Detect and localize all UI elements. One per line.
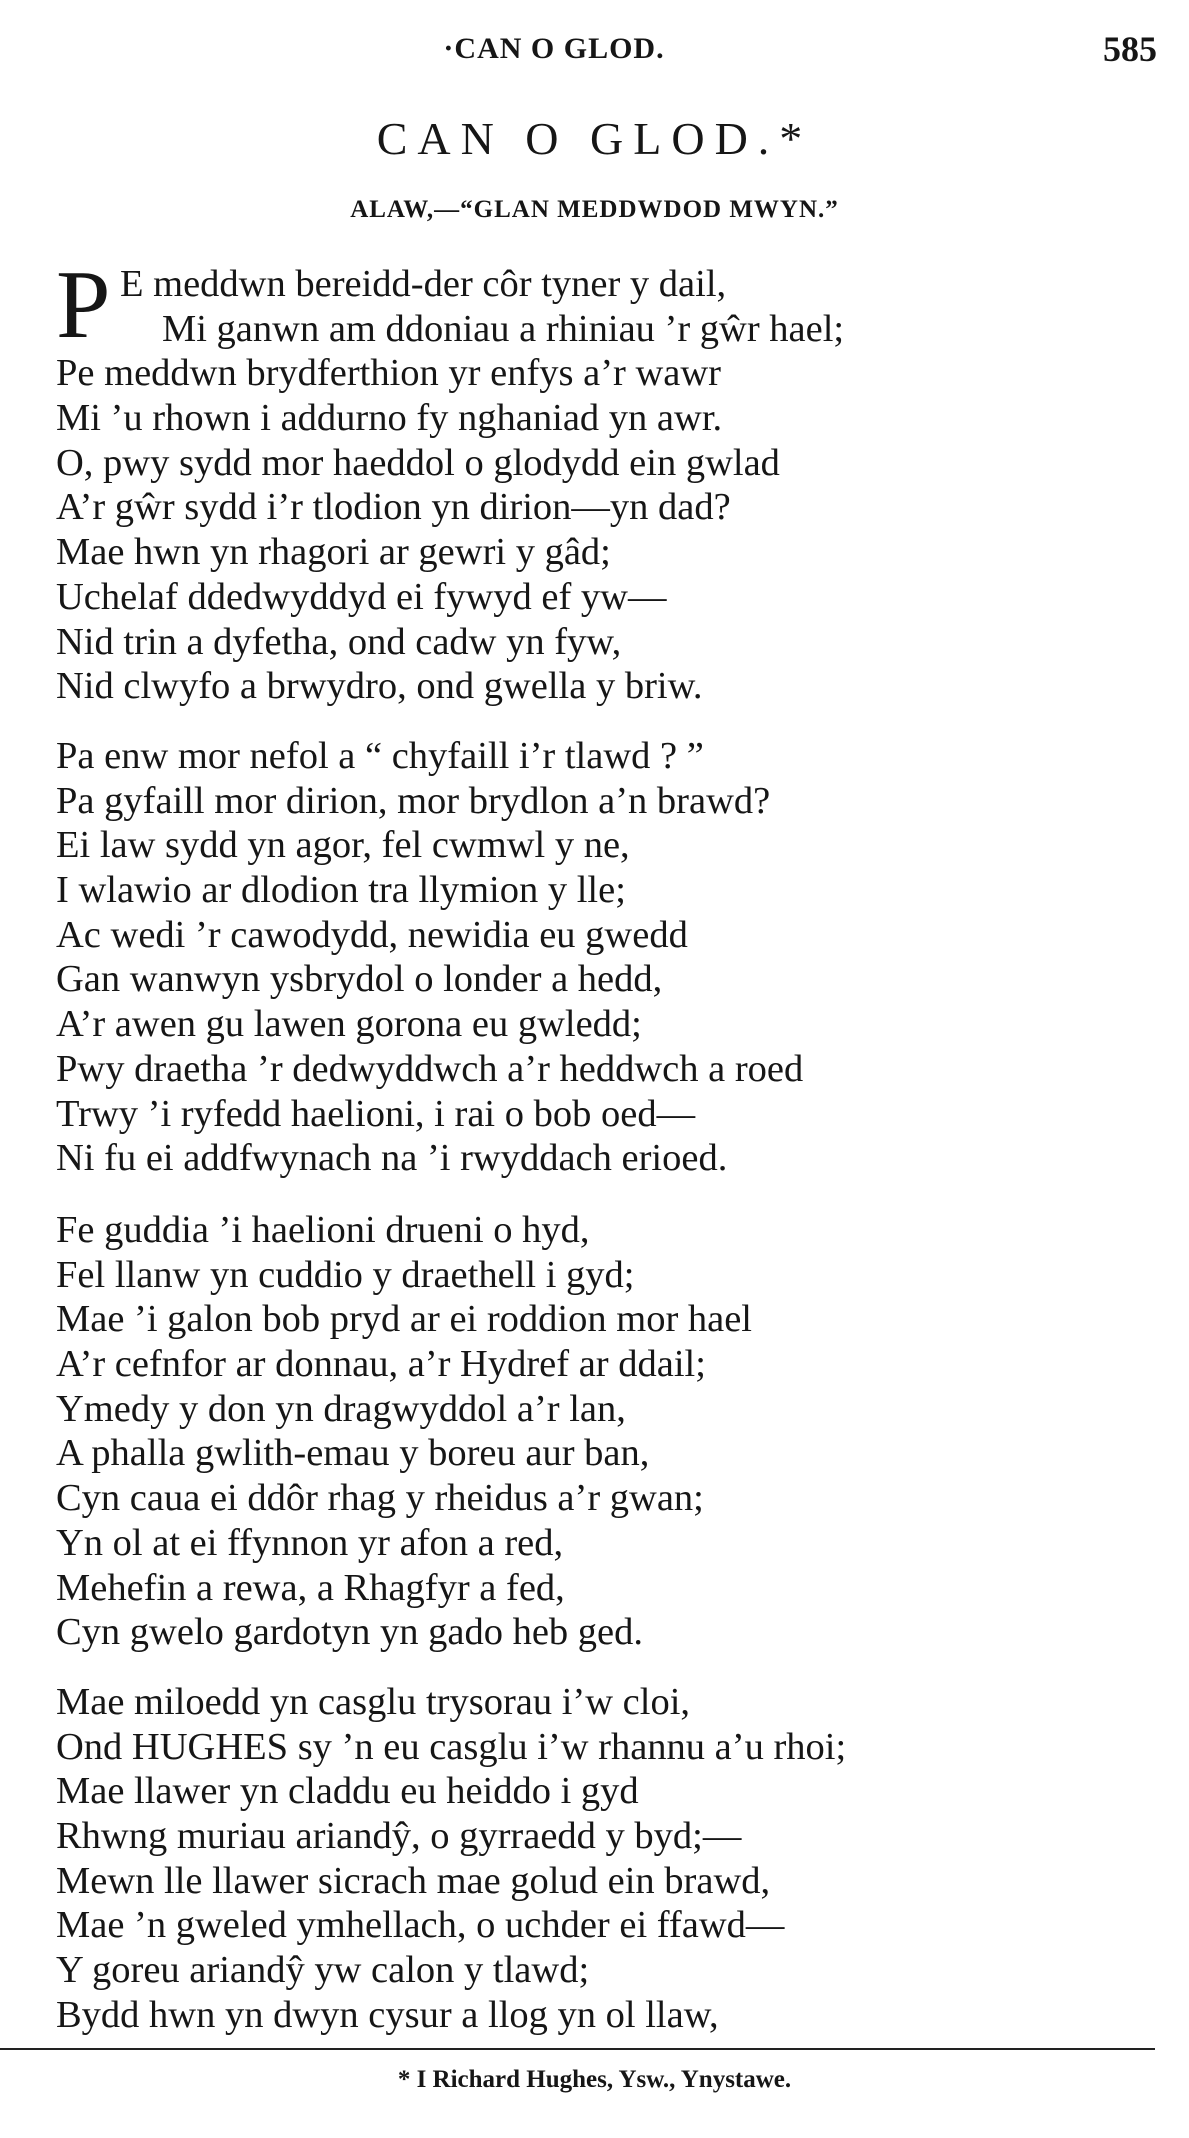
poem-line: Yn ol at ei ffynnon yr afon a red, xyxy=(56,1521,564,1564)
poem-line: A’r gŵr sydd i’r tlodion yn dirion—yn dad? xyxy=(56,486,731,529)
poem-line: Y goreu ariandŷ yw calon y tlawd; xyxy=(56,1949,590,1992)
poem-line: Mi ’u rhown i addurno fy nghaniad yn awr. xyxy=(56,397,723,440)
stanza-4 xyxy=(56,1680,1136,2038)
poem-line: Bydd hwn yn dwyn cysur a llog yn ol llaw, xyxy=(56,1993,719,2036)
poem-line: A phalla gwlith-emau y boreu aur ban, xyxy=(56,1432,650,1475)
poem-line: Ond HUGHES sy ’n eu casglu i’w rhannu a’u rhoi; xyxy=(56,1725,847,1768)
stanza-3 xyxy=(56,1208,1136,1655)
poem-line: Mae miloedd yn casglu trysorau i’w cloi, xyxy=(56,1681,691,1723)
footnote: * I Richard Hughes, Ysw., Ynystawe. xyxy=(397,2066,792,2093)
tune-line: ALAW,—“GLAN MEDDWDOD MWYN.” xyxy=(350,196,839,223)
poem-line: Cyn caua ei ddôr rhag y rheidus a’r gwan; xyxy=(56,1477,704,1520)
poem-line: Fel llanw yn cuddio y draethell i gyd; xyxy=(56,1253,635,1296)
poem-line: Uchelaf ddedwyddyd ei fywyd ef yw— xyxy=(56,575,667,618)
poem-line: Pa gyfaill mor dirion, mor brydlon a’n brawd? xyxy=(56,779,771,822)
footnote-rule xyxy=(0,2048,1155,2050)
poem-line: Ni fu ei addfwynach na ’i rwyddach erioed. xyxy=(56,1137,728,1180)
poem-line: Pwy draetha ’r dedwyddwch a’r heddwch a roed xyxy=(56,1047,804,1090)
poem-line: I wlawio ar dlodion tra llymion y lle; xyxy=(56,869,626,912)
poem-line: Mae ’n gweled ymhellach, o uchder ei ffawd— xyxy=(56,1904,785,1947)
poem-line: Pa enw mor nefol a “ chyfaill i’r tlawd ? ” xyxy=(56,735,704,777)
poem-line: Mae hwn yn rhagori ar gewri y gâd; xyxy=(56,531,611,574)
running-head xyxy=(0,28,1189,72)
poem-line: Mi ganwn am ddoniau a rhiniau ’r gŵr hael; xyxy=(162,307,845,350)
poem-line: O, pwy sydd mor haeddol o glodydd ein gwlad xyxy=(56,441,780,484)
stanza-1 xyxy=(56,251,1136,709)
poem-line: Mehefin a rewa, a Rhagfyr a fed, xyxy=(56,1566,565,1609)
poem-line: Mae llawer yn claddu eu heiddo i gyd xyxy=(56,1770,639,1813)
poem-line: A’r cefnfor ar donnau, a’r Hydref ar ddail; xyxy=(56,1343,706,1386)
poem-line: Cyn gwelo gardotyn yn gado heb ged. xyxy=(56,1611,644,1654)
stanza-2 xyxy=(56,734,1136,1181)
poem-line: Nid clwyfo a brwydro, ond gwella y briw. xyxy=(56,665,703,708)
poem-line: Nid trin a dyfetha, ond cadw yn fyw, xyxy=(56,620,622,663)
poem-line: E meddwn bereidd-der côr tyner y dail, xyxy=(120,263,727,305)
running-title: ·CAN O GLOD. xyxy=(443,32,665,65)
poem-title: CAN O GLOD.* xyxy=(376,113,813,164)
poem-line: Ac wedi ’r cawodydd, newidia eu gwedd xyxy=(56,913,688,956)
poem-line: Rhwng muriau ariandŷ, o gyrraedd y byd;— xyxy=(56,1815,742,1858)
poem-line: Pe meddwn brydferthion yr enfys a’r wawr xyxy=(56,352,721,395)
poem-line: Ymedy y don yn dragwyddol a’r lan, xyxy=(56,1387,626,1430)
poem-line: Mae ’i galon bob pryd ar ei roddion mor hael xyxy=(56,1298,753,1341)
poem-line: Fe guddia ’i haelioni drueni o hyd, xyxy=(56,1209,590,1251)
poem-line: Ei law sydd yn agor, fel cwmwl y ne, xyxy=(56,824,630,867)
page-number: 585 xyxy=(1103,29,1157,69)
poem-line: Trwy ’i ryfedd haelioni, i rai o bob oed— xyxy=(56,1092,696,1135)
poem-line: Mewn lle llawer sicrach mae golud ein brawd, xyxy=(56,1859,771,1902)
drop-cap: P xyxy=(56,251,111,359)
poem-line: Gan wanwyn ysbrydol o londer a hedd, xyxy=(56,958,663,1001)
poem-line: A’r awen gu lawen gorona eu gwledd; xyxy=(56,1003,642,1046)
